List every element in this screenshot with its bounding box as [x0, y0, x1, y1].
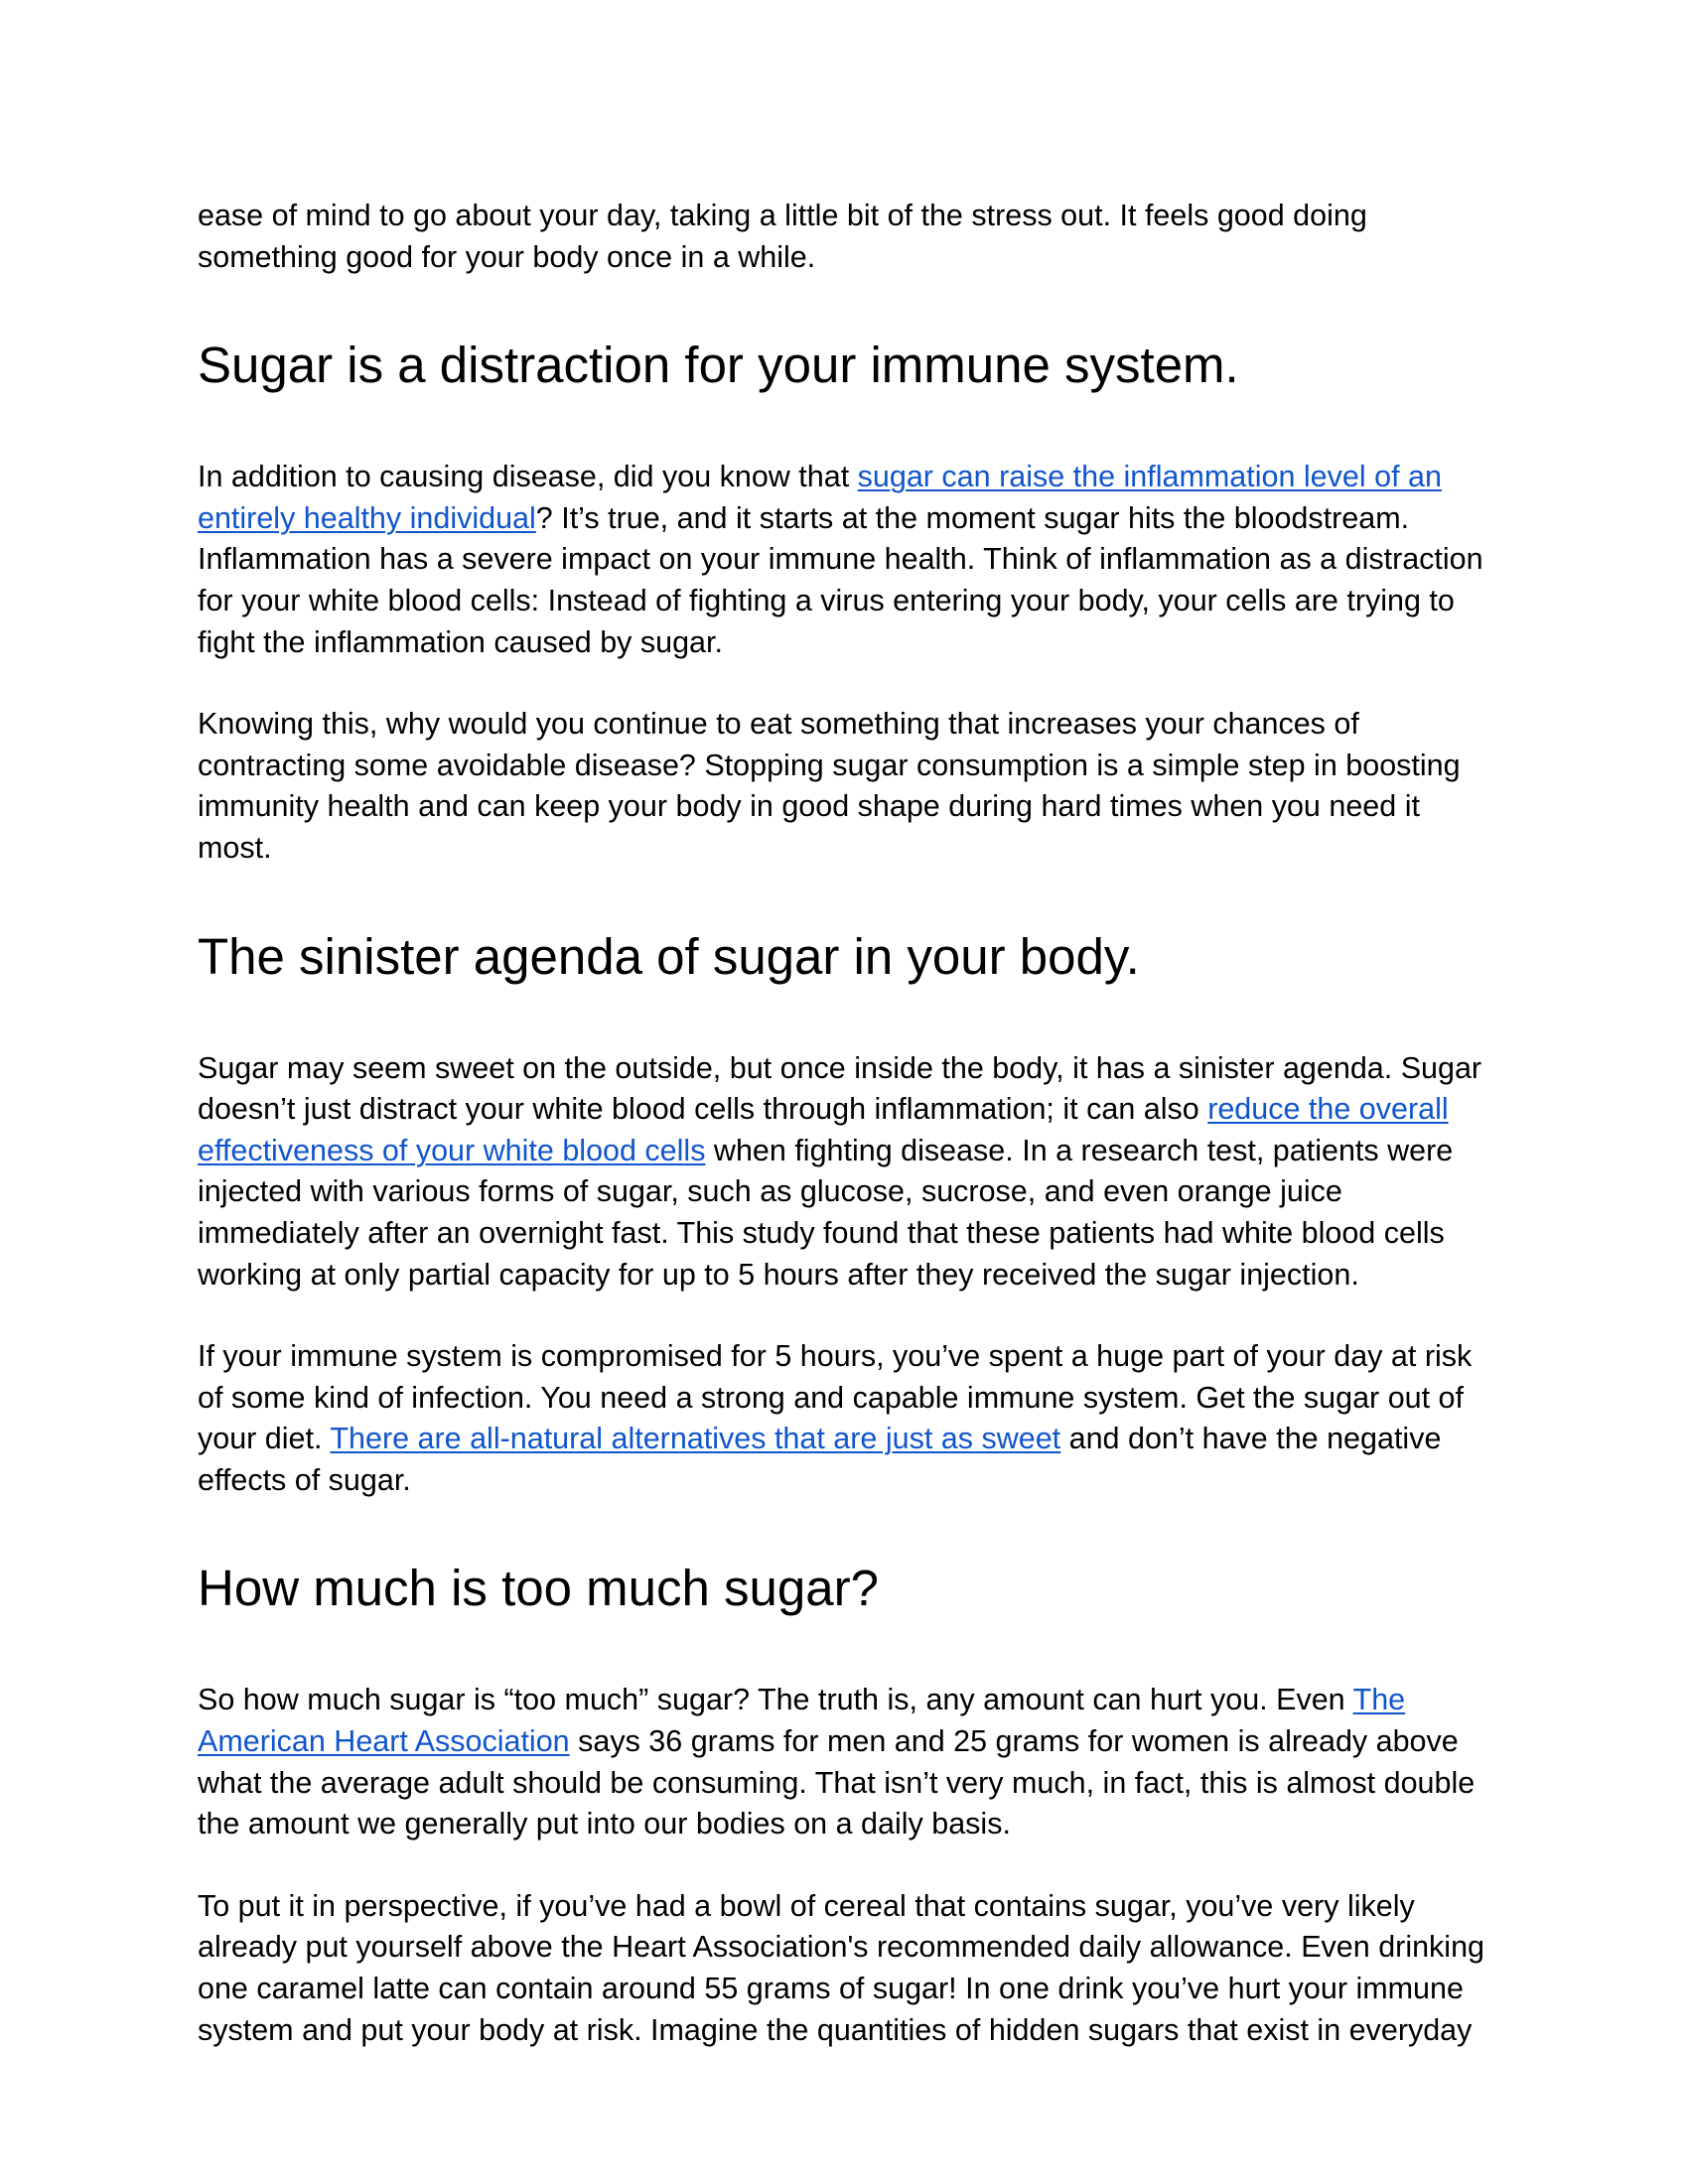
text-run: says 36 grams for men and 25 grams for women is already above what the average adult should be consuming. That isn’t very much, in fact, this is almost double the amount we generally put into our bodies on a daily basis.: [198, 1724, 1476, 1842]
text-run: when fighting disease. In a research test, patients were injected with various forms of sugar, such as glucose, sucrose, and even orange juice immediately after an overnight fast. This study found that these patients had white blood cells working at only partial capacity for up to 5 hours after they received the sugar injection.: [198, 1133, 1454, 1292]
text-run: In addition to causing disease, did you know that: [198, 460, 858, 494]
text-run: So how much sugar is “too much” sugar? The truth is, any amount can hurt you. Even: [198, 1683, 1353, 1717]
agenda-paragraph-2: [198, 1336, 1498, 1501]
text-run: and don’t have the negative effects of sugar.: [198, 1422, 1442, 1497]
section-heading-sinister-agenda: The sinister agenda of sugar in your body.: [198, 927, 1140, 985]
section-heading-too-much-sugar: How much is too much sugar?: [198, 1560, 879, 1617]
too-much-paragraph-1: [198, 1680, 1498, 1844]
inflammation-level-link[interactable]: sugar can raise the inflammation level of an entirely healthy individual: [198, 460, 1442, 535]
immune-paragraph-1: [198, 457, 1498, 663]
text-run: Sugar may seem sweet on the outside, but once inside the body, it has a sinister agenda. Sugar doesn’t just distract your white blood cells through inflammation; it can also: [198, 1050, 1482, 1127]
document-page: [198, 196, 1498, 2051]
too-much-paragraph-2: To put it in perspective, if you’ve had a bowl of cereal that contains sugar, you’ve very likely already put yourself above the Heart Association's recommended daily allowance. Even drinking one caramel latte can contain around 55 grams of sugar! In one drink you’ve hurt your immune system and put your body at risk. Imagine the quantities of hidden sugars that exist in everyday: [198, 1888, 1485, 2047]
text-run: ? It’s true, and it starts at the moment sugar hits the bloodstream. Inflammation has a severe impact on your immune health. Think of inflammation as a distraction for your white blood cells: Instead of fighting a virus entering your body, your cells are trying to fight the inflammation caused by sugar.: [198, 500, 1483, 659]
natural-alternatives-link[interactable]: There are all-natural alternatives that are just as sweet: [330, 1422, 1061, 1456]
text-run: If your immune system is compromised for 5 hours, you’ve spent a huge part of your day at risk of some kind of infection. You need a strong and capable immune system. Get the sugar out of your diet.: [198, 1339, 1473, 1456]
agenda-paragraph-1: [198, 1048, 1498, 1297]
american-heart-association-link[interactable]: The American Heart Association: [198, 1683, 1406, 1759]
white-blood-cells-link[interactable]: reduce the overall effectiveness of your white blood cells: [198, 1092, 1449, 1167]
intro-paragraph: ease of mind to go about your day, taking a little bit of the stress out. It feels good doing something good for your body once in a while.: [198, 199, 1367, 274]
immune-paragraph-2: Knowing this, why would you continue to eat something that increases your chances of contracting some avoidable disease? Stopping sugar consumption is a simple step in boosting immunity health and can keep your body in good shape during hard times when you need it most.: [198, 707, 1461, 865]
section-heading-immune-distraction: Sugar is a distraction for your immune system.: [198, 337, 1239, 394]
